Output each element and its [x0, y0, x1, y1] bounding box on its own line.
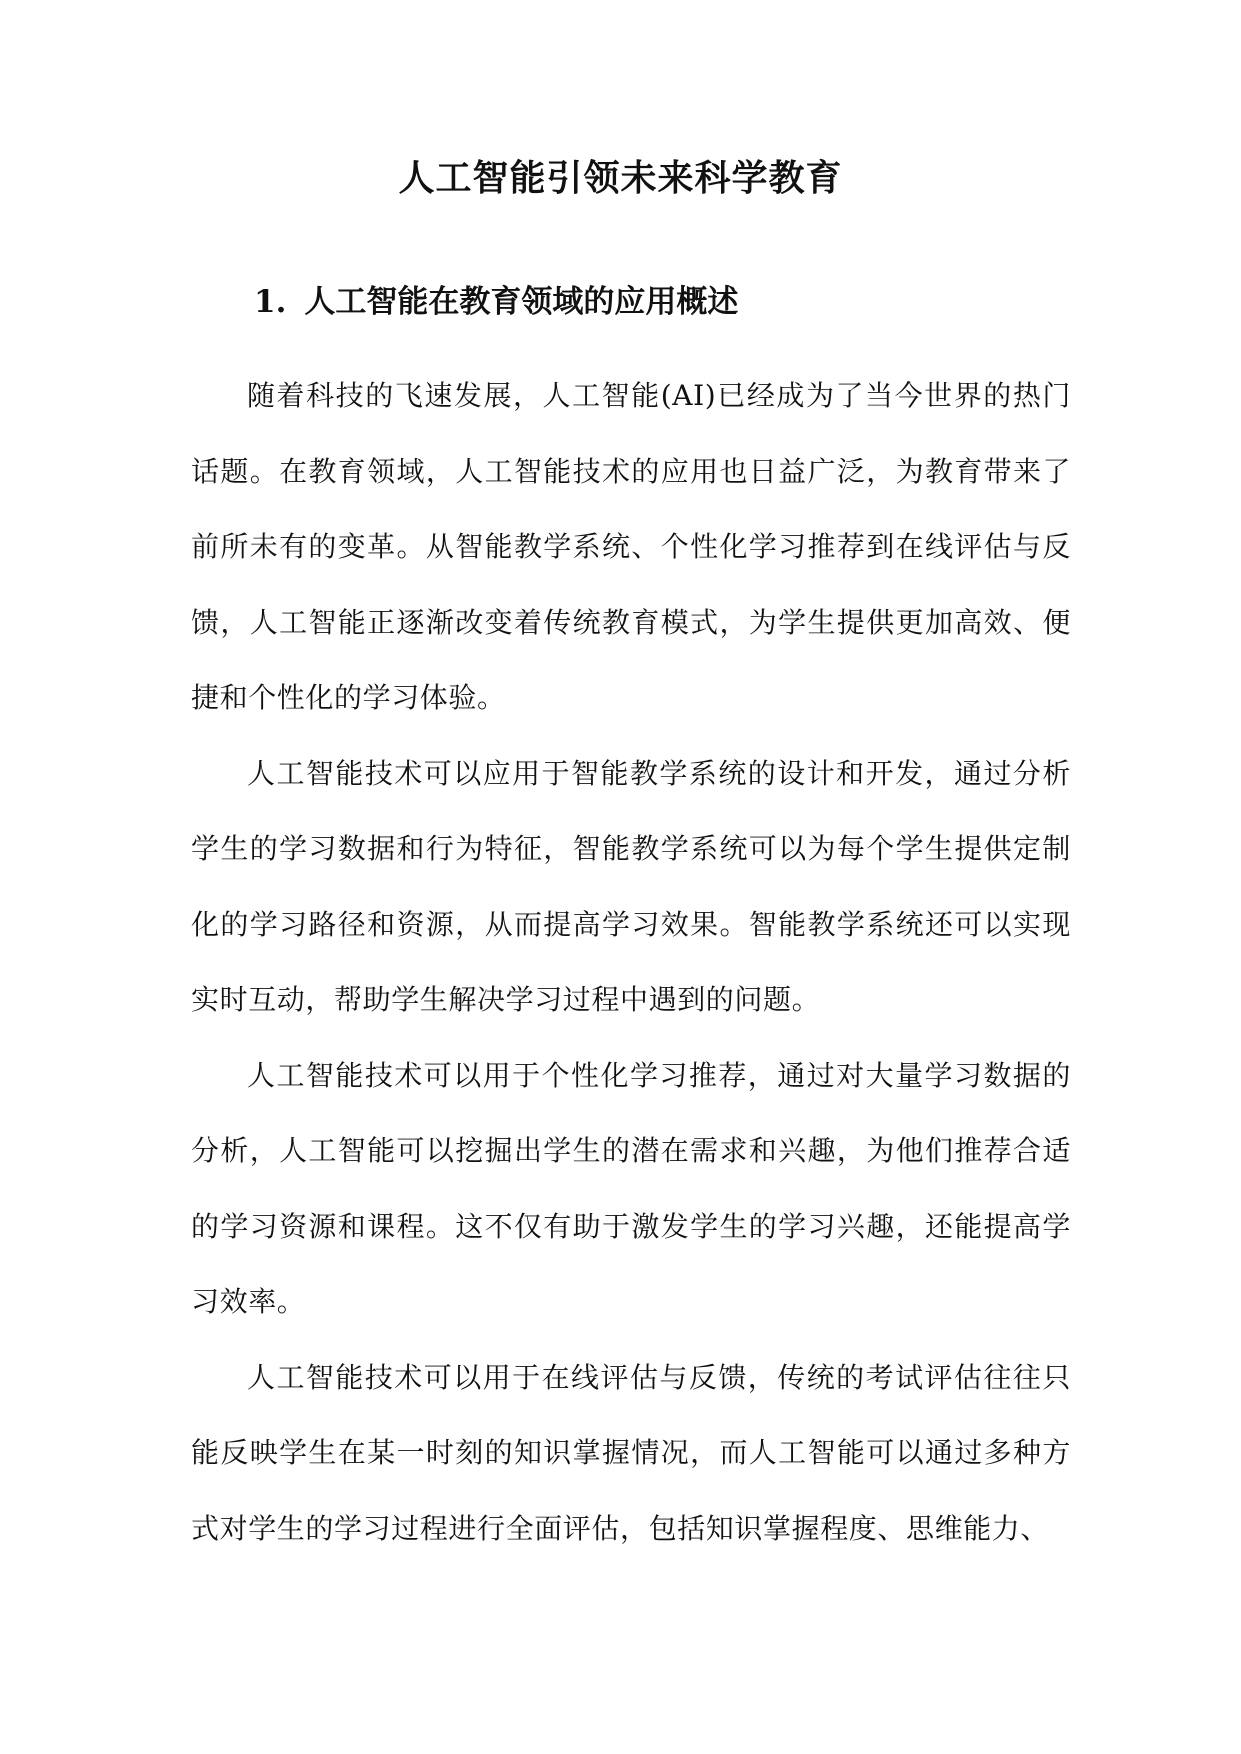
document-title: 人工智能引领未来科学教育: [398, 157, 843, 199]
section-heading-text: 人工智能在教育领域的应用概述: [304, 284, 739, 320]
paragraph-4: 人工智能技术可以用于在线评估与反馈，传统的考试评估往往只能反映学生在某一时刻的知识掌握情况，而人工智能可以通过多种方式对学生的学习过程进行全面评估，包括知识掌握程度、思维能力、: [191, 1360, 1071, 1545]
section-heading: [254, 274, 738, 330]
paragraph-1: 随着科技的飞速发展，人工智能(AI)已经成为了当今世界的热门话题。在教育领域，人工智能技术的应用也日益广泛，为教育带来了前所未有的变革。从智能教学系统、个性化学习推荐到在线评估与反馈，人工智能正逐渐改变着传统教育模式，为学生提供更加高效、便捷和个性化的学习体验。: [191, 379, 1071, 714]
paragraph-2: 人工智能技术可以应用于智能教学系统的设计和开发，通过分析学生的学习数据和行为特征，智能教学系统可以为每个学生提供定制化的学习路径和资源，从而提高学习效果。智能教学系统还可以实现实时互动，帮助学生解决学习过程中遇到的问题。: [191, 756, 1071, 1016]
body-text: [191, 358, 1071, 1566]
paragraph-3: 人工智能技术可以用于个性化学习推荐，通过对大量学习数据的分析，人工智能可以挖掘出学生的潜在需求和兴趣，为他们推荐合适的学习资源和课程。这不仅有助于激发学生的学习兴趣，还能提高学习效率。: [191, 1058, 1071, 1318]
section-number: 1.: [254, 284, 287, 320]
